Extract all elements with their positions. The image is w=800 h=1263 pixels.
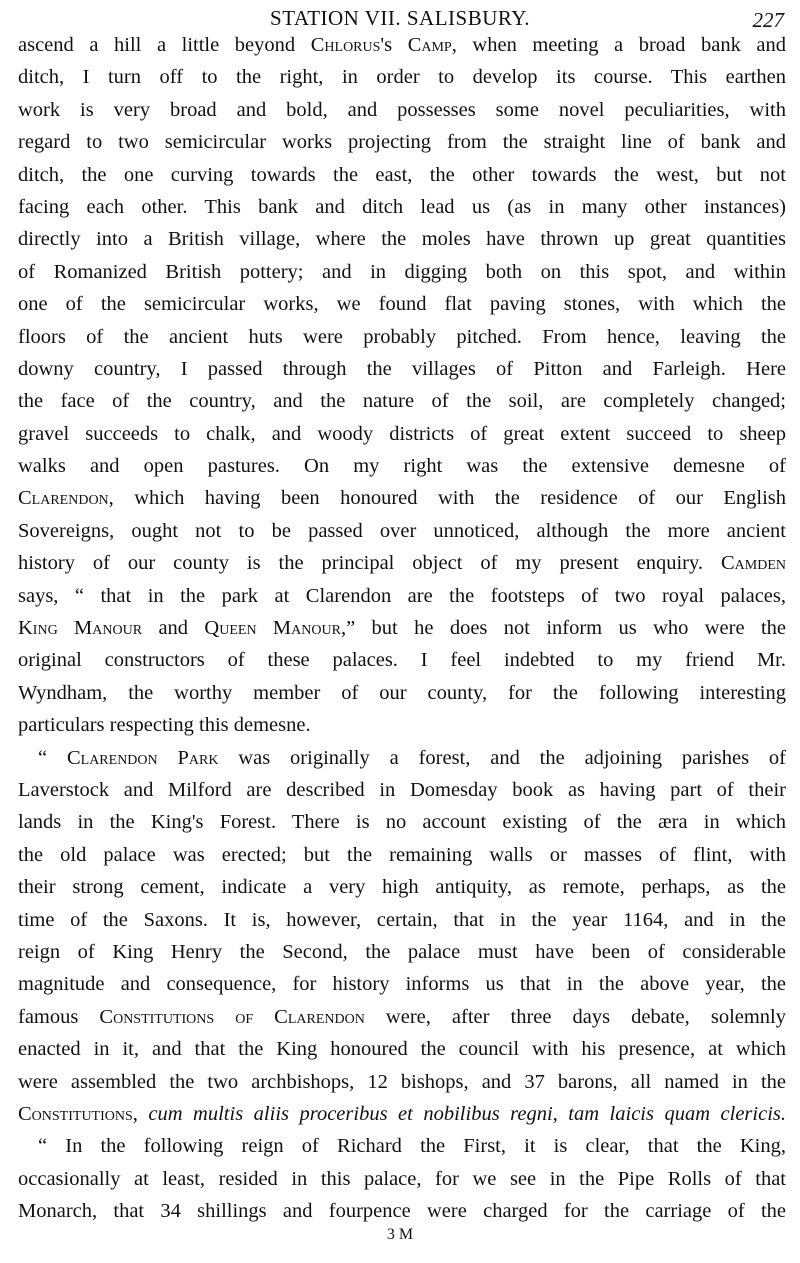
text-line [18,159,786,191]
text-line [18,612,786,644]
text-segment: directly into a British village, where the moles have thrown up great quantities [18,228,786,251]
text-segment: walks and open pastures. On my right was the extensive demesne of [18,455,786,478]
text-line [18,126,786,158]
text-segment: lands in the King's Forest. There is no account existing of the æra in which [18,811,786,834]
text-line [18,256,786,288]
signature-mark: 3 M [386,1226,414,1243]
text-segment: and [142,617,205,640]
text-segment: famous [18,1005,100,1028]
text-line [18,191,786,223]
text-line [18,1098,786,1130]
text-segment: magnitude and consequence, for history informs us that in the above year, the [18,973,786,996]
text-line [18,1001,786,1033]
text-line [18,644,786,676]
text-line [18,580,786,612]
text-line [18,353,786,385]
text-segment: floors of the ancient huts were probably pitched. From hence, leaving the [18,325,786,348]
text-segment: “ [38,746,67,769]
running-title: STATION VII. SALISBURY. [270,6,530,30]
text-segment: ditch, I turn off to the right, in order to develop its course. This earthen [18,66,786,89]
text-segment: history of our county is the principal object of my present enquiry. [18,552,721,575]
small-caps-text: Camp [407,34,452,56]
text-segment: time of the Saxons. It is, however, certain, that in the year 1164, and in the [18,908,786,931]
text-segment: ascend a hill a little beyond [18,34,311,56]
text-line [18,450,786,482]
text-line [18,968,786,1000]
text-segment: downy country, I passed through the villages of Pitton and Farleigh. Here [18,357,786,380]
text-segment: their strong cement, indicate a very high antiquity, as remote, perhaps, as the [18,876,786,899]
text-line [18,418,786,450]
text-line [18,677,786,709]
text-segment: work is very broad and bold, and possesses some novel peculiarities, with [18,98,786,121]
text-line [18,871,786,903]
text-line [18,385,786,417]
text-segment: Laverstock and Milford are described in Domesday book as having part of their [18,778,786,801]
text-segment: particulars respecting this demesne. [18,714,311,737]
text-line [18,1195,786,1227]
small-caps-text: Clarendon [18,487,109,510]
text-segment: , when meeting a broad bank and [451,34,787,56]
text-segment: facing each other. This bank and ditch lead us (as in many other instances) [18,195,786,218]
text-segment: original constructors of these palaces. I feel indebted to my friend Mr. [18,649,786,672]
text-line [18,515,786,547]
text-segment: were, after three days debate, solemnly [364,1005,786,1028]
text-segment: reign of King Henry the Second, the palace must have been of considerable [18,940,786,963]
text-line [18,774,786,806]
text-segment: Wyndham, the worthy member of our county, for the following interesting [18,681,786,704]
text-segment: , [132,1102,149,1125]
text-segment: regard to two semicircular works projecting from the straight line of bank and [18,131,786,154]
text-segment: says, “ that in the park at Clarendon are the footsteps of two royal palaces, [18,584,786,607]
small-caps-text: Constitutions [18,1102,133,1125]
text-line [18,936,786,968]
text-segment: ditch, the one curving towards the east, the other towards the west, but not [18,163,786,186]
text-segment: one of the semicircular works, we found flat paving stones, with which the [18,293,786,316]
text-line [18,709,786,741]
text-segment: 's [380,34,408,56]
text-segment: the face of the country, and the nature of the soil, are completely changed; [18,390,786,413]
small-caps-text: King Manour [18,617,143,640]
text-segment: were assembled the two archbishops, 12 bishops, and 37 barons, all named in the [18,1070,786,1093]
small-caps-text: Camden [720,552,786,575]
text-line [18,1033,786,1065]
text-line [18,61,786,93]
small-caps-text: Clarendon Park [66,746,219,769]
text-segment: Sovereigns, ought not to be passed over unnoticed, although the more ancient [18,519,786,542]
text-line [18,806,786,838]
text-line [18,839,786,871]
text-line [18,1066,786,1098]
text-line [18,288,786,320]
text-segment: enacted in it, and that the King honoured the council with his presence, at which [18,1038,786,1061]
body-text [18,29,786,1227]
text-line [18,1130,786,1162]
text-line [18,29,786,61]
text-segment: “ In the following reign of Richard the First, it is clear, that the King, [38,1135,786,1158]
text-segment: the old palace was erected; but the remaining walls or masses of flint, with [18,843,786,866]
italic-text: cum multis aliis proceribus et nobilibus regni, tam laicis quam clericis. [148,1102,786,1125]
text-line [18,742,786,774]
text-segment: ,” but he does not inform us who were the [340,617,786,640]
page-number: 227 [752,8,784,32]
text-line [18,321,786,353]
text-line [18,904,786,936]
text-line [18,547,786,579]
text-segment: occasionally at least, resided in this palace, for we see in the Pipe Rolls of that [18,1167,786,1190]
small-caps-text: Chlorus [310,34,381,56]
text-segment: , which having been honoured with the residence of our English [108,487,786,510]
text-segment: of Romanized British pottery; and in digging both on this spot, and within [18,260,786,283]
text-line [18,1163,786,1195]
text-line [18,223,786,255]
text-segment: gravel succeeds to chalk, and woody districts of great extent succeed to sheep [18,422,786,445]
text-line [18,94,786,126]
text-line [18,482,786,514]
text-segment: Monarch, that 34 shillings and fourpence were charged for the carriage of the [18,1200,786,1223]
small-caps-text: Constitutions of Clarendon [99,1005,365,1028]
small-caps-text: Queen Manour [204,617,341,640]
text-segment: was originally a forest, and the adjoining parishes of [218,746,786,769]
